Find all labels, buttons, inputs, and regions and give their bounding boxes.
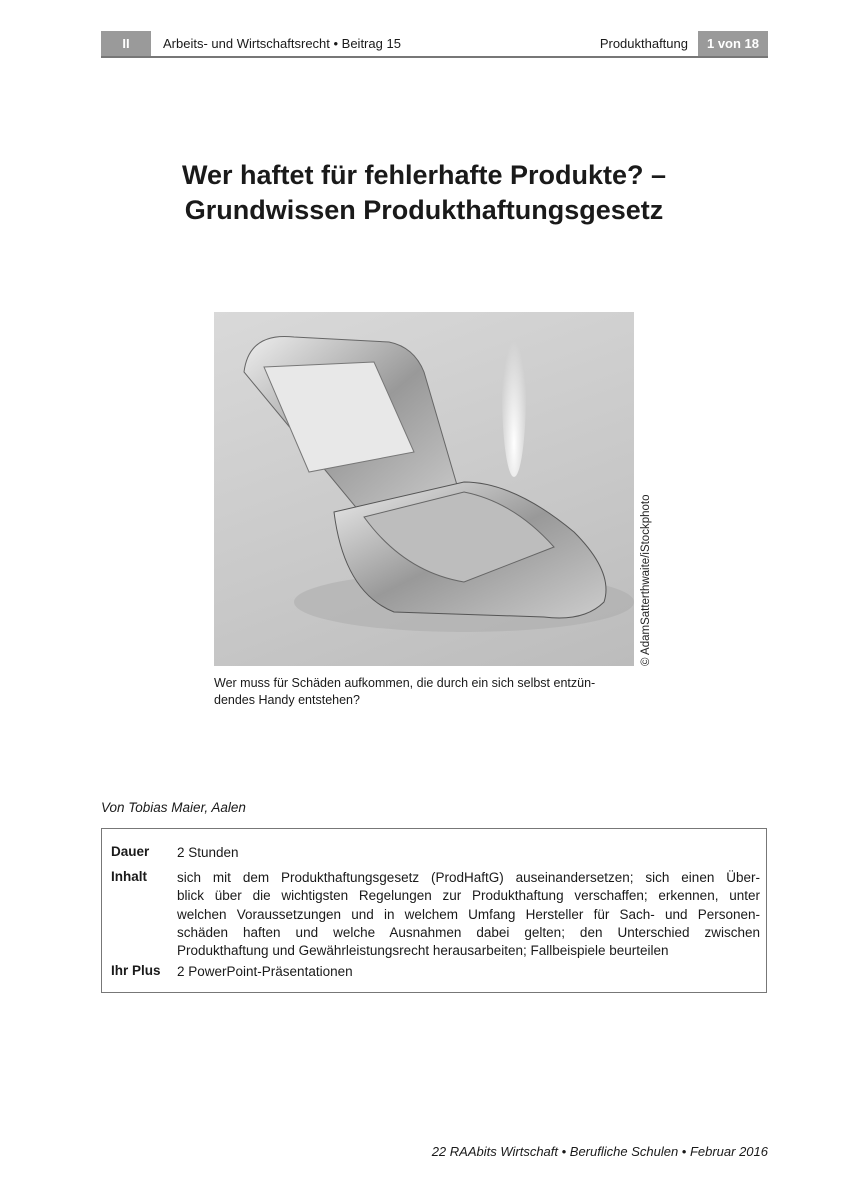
photo-credit: © AdamSatterthwaite/iStockphoto bbox=[640, 494, 652, 666]
burning-phone-photo bbox=[214, 312, 634, 666]
overview-box bbox=[101, 828, 767, 993]
topic-label: Produkthaftung bbox=[599, 36, 688, 51]
series-title: Arbeits- und Wirtschaftsrecht • Beitrag 15 bbox=[163, 36, 401, 51]
plus-label: Ihr Plus bbox=[111, 963, 161, 978]
page-footer: 22 RAAbits Wirtschaft • Berufliche Schulen • Februar 2016 bbox=[431, 1144, 768, 1159]
content-line: blick über die wichtigsten Regelungen zur Produkthaftung verschaffen; erkennen, unter bbox=[177, 888, 760, 904]
page-indicator: 1 von 18 bbox=[698, 31, 768, 56]
content-line: sich mit dem Produkthaftungsgesetz (ProdHaftG) auseinandersetzen; sich einen Über- bbox=[177, 870, 760, 885]
content-line: Produkthaftung und Gewährleistungsrecht herausarbeiten; Fallbeispiele beurteilen bbox=[177, 943, 669, 959]
duration-value: 2 Stunden bbox=[177, 845, 239, 860]
volume-badge: II bbox=[101, 31, 151, 56]
flip-phone-illustration bbox=[214, 312, 634, 666]
figure-caption bbox=[214, 675, 634, 709]
caption-line: dendes Handy entstehen? bbox=[214, 693, 360, 707]
content-line: welchen Voraussetzungen und in welchem Umfang Hersteller für Sach- und Personen- bbox=[177, 906, 760, 922]
page-title bbox=[0, 158, 848, 228]
content-value bbox=[177, 869, 760, 960]
title-line-1: Wer haftet für fehlerhafte Produkte? – bbox=[181, 160, 667, 190]
caption-line: Wer muss für Schäden aufkommen, die durch ein sich selbst entzün- bbox=[214, 676, 596, 690]
content-label: Inhalt bbox=[111, 869, 147, 884]
duration-label: Dauer bbox=[111, 844, 150, 859]
page-header bbox=[101, 31, 768, 58]
content-line: schäden haften und welche Ausnahmen dabei gelten; den Unterschied zwischen bbox=[177, 924, 760, 940]
title-line-2: Grundwissen Produkthaftungsgesetz bbox=[184, 195, 664, 225]
author-line: Von Tobias Maier, Aalen bbox=[101, 800, 246, 815]
plus-value: 2 PowerPoint-Präsentationen bbox=[177, 964, 353, 979]
